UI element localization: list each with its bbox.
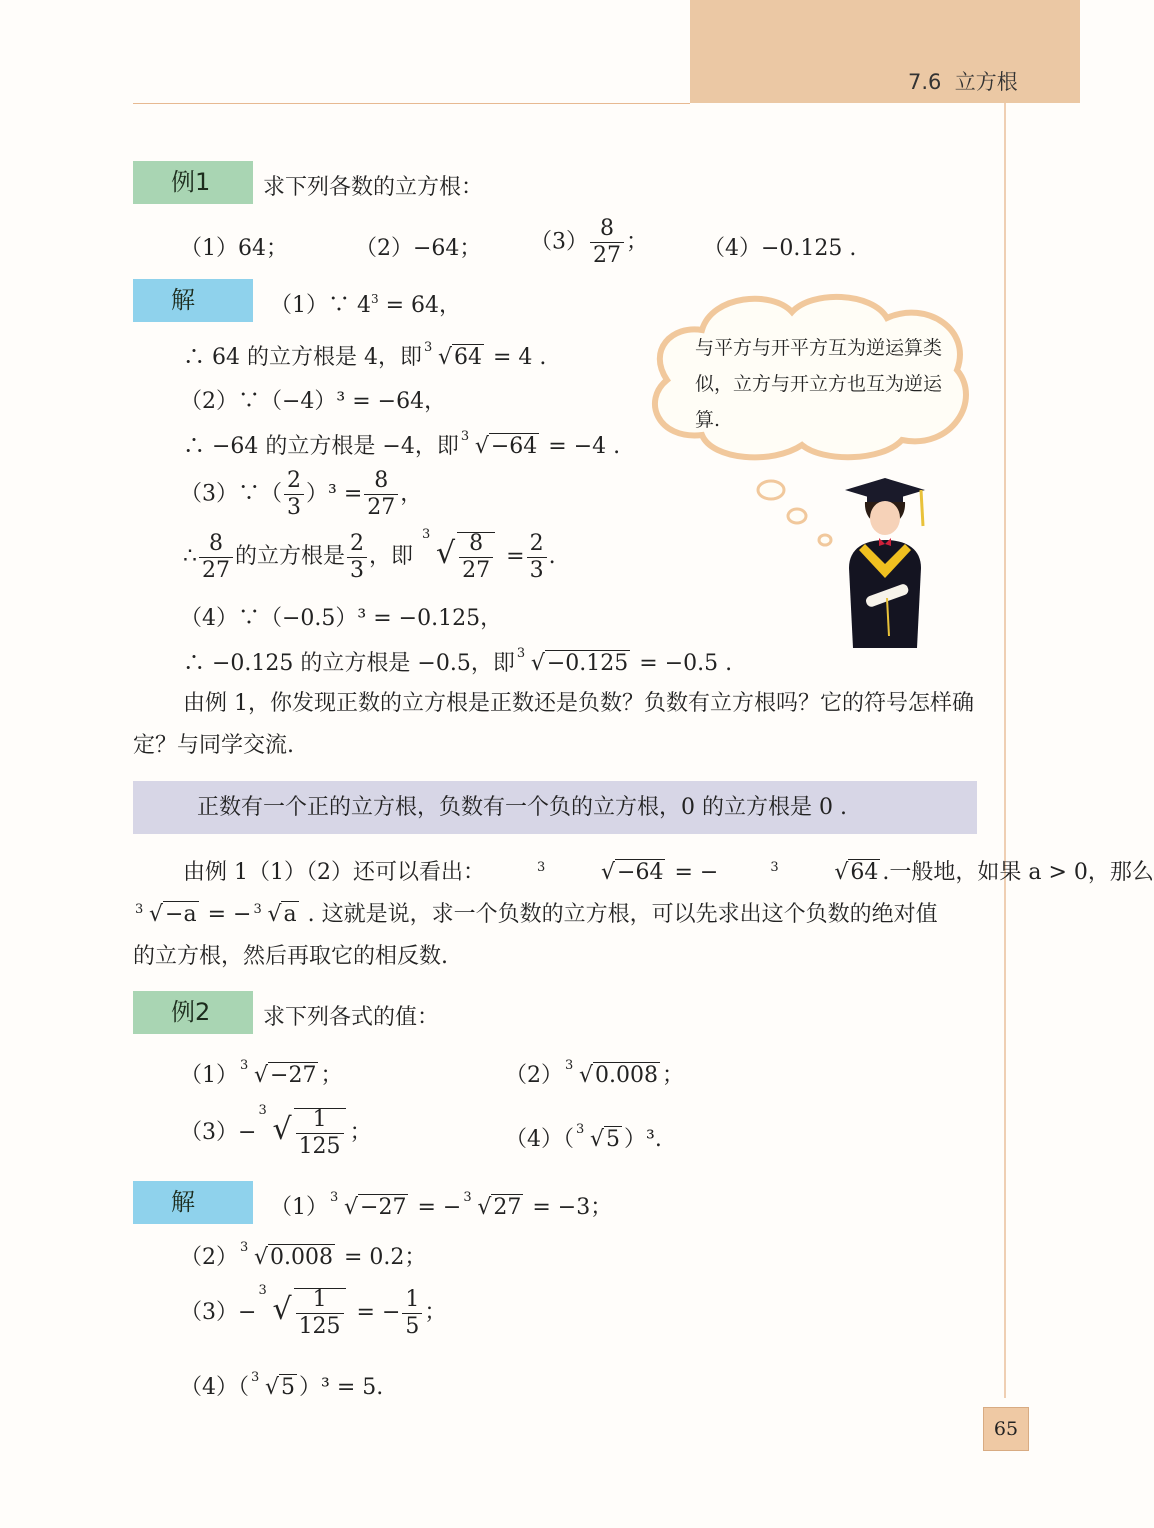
sol1-line-4: ∴ −64 的立方根是 −4，即 3 √−64 = −4 . <box>183 429 621 459</box>
page-number: 65 <box>983 1407 1029 1451</box>
header-rule <box>133 103 690 104</box>
example-1-label: 例1 <box>133 161 253 204</box>
solution-2-label: 解 <box>133 1181 253 1224</box>
paragraph-2: 由例 1（1）（2）还可以看出： 3 √−64 = − 3 √64 .一般地，如果 a > 0，那么 3 √−a = − 3 √a . 这就是说，求一个负数的立方根，可以先求出这个负数的绝对值 的立方根，然后再取它的相反数. <box>133 860 1154 969</box>
header-band <box>690 0 1080 103</box>
sol1-line-5: （3）∵（ $\frac{2}{3}$ ）³ = $\frac{8}{27}$ ， <box>180 468 423 520</box>
section-title: 7.6 立方根 <box>908 70 1018 94</box>
thought-bubbles <box>755 478 835 553</box>
ex1-item-2: （2）−64； <box>355 236 482 261</box>
sol1-line-6: ∴ $\frac{8}{27}$ 的立方根是 $\frac{2}{3}$ ，即 3 √ $\frac{8}{27}$ = $\frac{2}{3}$ . <box>183 527 556 583</box>
ex1-item-3: （3） $\frac{8}{27}$ ； <box>530 216 649 268</box>
sol1-line-3: （2）∵（−4）³ = −64， <box>180 389 447 414</box>
sol1-line-2: ∴ 64 的立方根是 4，即 3 √64 = 4 . <box>183 340 547 370</box>
ex2-item-1: （1） 3 √−27 ； <box>180 1058 343 1088</box>
cloud-text: 与平方与开平方互为逆运算类似，立方与开立方也互为逆运算. <box>695 337 943 431</box>
ex2-item-2: （2） 3 √0.008 ； <box>505 1058 685 1088</box>
ex2-item-3: （3）− 3 √ $\frac{1}{125}$ ； <box>180 1103 372 1159</box>
conclusion-box: 正数有一个正的立方根，负数有一个负的立方根，0 的立方根是 0 . <box>133 781 977 834</box>
sol2-line-1: （1） 3 √−27 = − 3 √27 = −3； <box>270 1190 613 1220</box>
example-2-label: 例2 <box>133 991 253 1034</box>
sol2-line-4: （4）（ 3 √5 ）³ = 5. <box>180 1370 384 1400</box>
ex1-item-4: （4）−0.125 . <box>703 236 857 261</box>
graduate-girl-illustration <box>835 478 935 648</box>
paragraph-1: 由例 1，你发现正数的立方根是正数还是负数？负数有立方根吗？它的符号怎样确定？与同学交流. <box>133 691 974 758</box>
example-1-prompt: 求下列各数的立方根： <box>263 175 484 200</box>
ex1-item-1: （1）64； <box>180 236 288 261</box>
sol1-line-8: ∴ −0.125 的立方根是 −0.5，即 3 √−0.125 = −0.5 . <box>183 646 733 676</box>
margin-rule <box>1004 103 1006 1398</box>
sol2-line-3: （3）− 3 √ $\frac{1}{125}$ = − $\frac{1}{5}$ ； <box>180 1283 447 1339</box>
sol1-line-1: （1）∵ $4^3 = 64$， <box>270 292 462 318</box>
example-2-prompt: 求下列各式的值： <box>263 1005 440 1030</box>
sol2-line-2: （2） 3 √0.008 = 0.2； <box>180 1240 427 1270</box>
sol1-line-7: （4）∵（−0.5）³ = −0.125， <box>180 606 503 631</box>
solution-1-label: 解 <box>133 279 253 322</box>
ex2-item-4: （4）（ 3 √5 ）³. <box>505 1122 662 1152</box>
